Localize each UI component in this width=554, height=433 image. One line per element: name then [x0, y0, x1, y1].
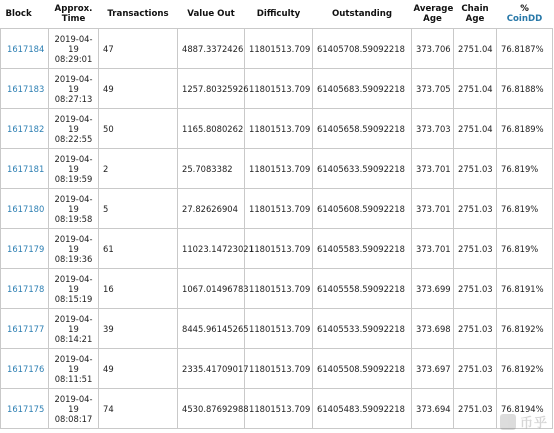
cell-average-age: 373.706 [412, 29, 454, 69]
time-date: 2019-04- [54, 233, 93, 244]
table-row [1, 29, 553, 69]
cell-coindd: 76.8191% [497, 269, 553, 309]
cell-outstanding: 61405583.59092218 [313, 229, 412, 269]
cell-average-age: 373.697 [412, 349, 454, 389]
cell-time [49, 389, 99, 429]
time-date: 2019-04- [54, 193, 93, 204]
cell-difficulty: 11801513.709 [245, 149, 313, 189]
cell-value-out: 1257.80325926 [178, 69, 245, 109]
cell-value-out: 8445.96145265 [178, 309, 245, 349]
cell-value-out: 11023.14723021 [178, 229, 245, 269]
cell-transactions: 50 [99, 109, 178, 149]
cell-outstanding: 61405658.59092218 [313, 109, 412, 149]
cell-value-out: 1067.01496783 [178, 269, 245, 309]
watermark-text: 币乎 [519, 416, 548, 431]
header-coindd-link[interactable]: CoinDD [506, 14, 543, 24]
cell-average-age: 373.705 [412, 69, 454, 109]
time-clock: 08:22:55 [54, 133, 93, 144]
table-row [1, 349, 553, 389]
cell-time [49, 109, 99, 149]
header-difficulty-label: Difficulty [256, 9, 301, 19]
cell-transactions: 74 [99, 389, 178, 429]
cell-transactions: 47 [99, 29, 178, 69]
cell-value-out: 25.7083382 [178, 149, 245, 189]
time-date: 2019-04- [54, 273, 93, 284]
cell-value-out: 2335.41709017 [178, 349, 245, 389]
cell-chain-age: 2751.03 [454, 269, 497, 309]
time-clock: 08:19:58 [54, 213, 93, 224]
cell-block [1, 189, 49, 229]
header-approx-time-line1: Approx. [54, 4, 93, 14]
cell-coindd: 76.819% [497, 229, 553, 269]
cell-transactions: 5 [99, 189, 178, 229]
header-block[interactable] [1, 0, 49, 29]
cell-value-out: 4530.87692988 [178, 389, 245, 429]
cell-coindd: 76.8192% [497, 349, 553, 389]
cell-block [1, 149, 49, 189]
cell-transactions: 49 [99, 69, 178, 109]
block-link[interactable]: 1617182 [7, 123, 45, 134]
header-approx-time-line2: Time [61, 14, 86, 24]
cell-coindd: 76.8192% [497, 309, 553, 349]
time-day: 19 [68, 123, 79, 134]
cell-average-age: 373.694 [412, 389, 454, 429]
cell-outstanding: 61405508.59092218 [313, 349, 412, 389]
time-day: 19 [68, 323, 79, 334]
time-day: 19 [68, 283, 79, 294]
cell-difficulty: 11801513.709 [245, 29, 313, 69]
cell-chain-age: 2751.03 [454, 229, 497, 269]
cell-time [49, 189, 99, 229]
cell-average-age: 373.703 [412, 109, 454, 149]
cell-time [49, 149, 99, 189]
cell-block [1, 309, 49, 349]
header-average-age-line1: Average [413, 4, 454, 14]
cell-chain-age: 2751.03 [454, 189, 497, 229]
header-transactions[interactable] [99, 0, 178, 29]
time-date: 2019-04- [54, 113, 93, 124]
cell-average-age: 373.701 [412, 149, 454, 189]
cell-time [49, 309, 99, 349]
cell-transactions: 49 [99, 349, 178, 389]
time-clock: 08:11:51 [54, 373, 93, 384]
cell-coindd: 76.819% [497, 189, 553, 229]
header-chain-age-line2: Age [465, 14, 485, 24]
cell-block [1, 69, 49, 109]
cell-difficulty: 11801513.709 [245, 189, 313, 229]
header-outstanding-label: Outstanding [331, 9, 393, 19]
table-row [1, 269, 553, 309]
header-approx-time[interactable] [49, 0, 99, 29]
time-clock: 08:19:36 [54, 253, 93, 264]
cell-difficulty: 11801513.709 [245, 389, 313, 429]
table-row [1, 69, 553, 109]
cell-value-out: 27.82626904 [178, 189, 245, 229]
time-date: 2019-04- [54, 393, 93, 404]
time-clock: 08:19:59 [54, 173, 93, 184]
cell-value-out: 4887.3372426 [178, 29, 245, 69]
cell-chain-age: 2751.03 [454, 389, 497, 429]
time-date: 2019-04- [54, 33, 93, 44]
header-difficulty[interactable] [245, 0, 313, 29]
table-row [1, 229, 553, 269]
time-date: 2019-04- [54, 353, 93, 364]
cell-outstanding: 61405608.59092218 [313, 189, 412, 229]
cell-outstanding: 61405558.59092218 [313, 269, 412, 309]
cell-value-out: 1165.8080262 [178, 109, 245, 149]
block-link[interactable]: 1617179 [7, 243, 45, 254]
cell-time [49, 269, 99, 309]
table-header-row [1, 0, 553, 29]
cell-average-age: 373.701 [412, 229, 454, 269]
cell-difficulty: 11801513.709 [245, 229, 313, 269]
block-link[interactable]: 1617180 [7, 203, 45, 214]
block-link[interactable]: 1617183 [7, 83, 45, 94]
cell-transactions: 39 [99, 309, 178, 349]
header-chain-age-line1: Chain [461, 4, 489, 14]
block-link[interactable]: 1617184 [7, 43, 45, 54]
header-coindd[interactable] [497, 0, 553, 29]
time-clock: 08:08:17 [54, 413, 93, 424]
time-clock: 08:14:21 [54, 333, 93, 344]
table-row [1, 109, 553, 149]
cell-transactions: 16 [99, 269, 178, 309]
cell-transactions: 61 [99, 229, 178, 269]
header-average-age[interactable] [412, 0, 454, 29]
header-average-age-line2: Age [423, 14, 442, 24]
time-date: 2019-04- [54, 153, 93, 164]
cell-outstanding: 61405683.59092218 [313, 69, 412, 109]
header-block-label: Block [5, 9, 32, 19]
cell-difficulty: 11801513.709 [245, 349, 313, 389]
time-day: 19 [68, 243, 79, 254]
cell-outstanding: 61405633.59092218 [313, 149, 412, 189]
table-row [1, 149, 553, 189]
cell-block [1, 389, 49, 429]
cell-difficulty: 11801513.709 [245, 309, 313, 349]
cell-chain-age: 2751.04 [454, 69, 497, 109]
cell-difficulty: 11801513.709 [245, 109, 313, 149]
block-link[interactable]: 1617177 [7, 323, 45, 334]
cell-chain-age: 2751.03 [454, 149, 497, 189]
cell-block [1, 109, 49, 149]
cell-coindd: 76.8188% [497, 69, 553, 109]
block-link[interactable]: 1617181 [7, 163, 45, 174]
cell-outstanding: 61405533.59092218 [313, 309, 412, 349]
time-day: 19 [68, 163, 79, 174]
header-transactions-label: Transactions [107, 9, 169, 19]
header-value-out-label: Value Out [187, 9, 235, 19]
cell-difficulty: 11801513.709 [245, 269, 313, 309]
time-date: 2019-04- [54, 313, 93, 324]
cell-chain-age: 2751.03 [454, 309, 497, 349]
time-date: 2019-04- [54, 73, 93, 84]
block-link[interactable]: 1617178 [7, 283, 45, 294]
header-coindd-line1: % [520, 4, 529, 14]
table-row [1, 389, 553, 429]
cell-block [1, 269, 49, 309]
cell-outstanding: 61405708.59092218 [313, 29, 412, 69]
block-link[interactable]: 1617175 [7, 403, 45, 414]
time-day: 19 [68, 203, 79, 214]
time-day: 19 [68, 83, 79, 94]
cell-outstanding: 61405483.59092218 [313, 389, 412, 429]
cell-difficulty: 11801513.709 [245, 69, 313, 109]
cell-time [49, 29, 99, 69]
time-clock: 08:27:13 [54, 93, 93, 104]
cell-coindd: 76.8189% [497, 109, 553, 149]
cell-chain-age: 2751.04 [454, 109, 497, 149]
block-link[interactable]: 1617176 [7, 363, 45, 374]
cell-coindd: 76.8194% [497, 389, 553, 429]
header-outstanding[interactable] [313, 0, 412, 29]
time-day: 19 [68, 363, 79, 374]
time-day: 19 [68, 43, 79, 54]
cell-chain-age: 2751.03 [454, 349, 497, 389]
cell-average-age: 373.699 [412, 269, 454, 309]
cell-block [1, 349, 49, 389]
header-value-out[interactable] [178, 0, 245, 29]
cell-coindd: 76.819% [497, 149, 553, 189]
cell-chain-age: 2751.04 [454, 29, 497, 69]
time-day: 19 [68, 403, 79, 414]
cell-transactions: 2 [99, 149, 178, 189]
table-row [1, 309, 553, 349]
header-chain-age[interactable] [454, 0, 497, 29]
cell-block [1, 29, 49, 69]
cell-time [49, 69, 99, 109]
table-row [1, 189, 553, 229]
cell-block [1, 229, 49, 269]
cell-time [49, 349, 99, 389]
cell-average-age: 373.698 [412, 309, 454, 349]
time-clock: 08:15:19 [54, 293, 93, 304]
cell-coindd: 76.8187% [497, 29, 553, 69]
time-clock: 08:29:01 [54, 53, 93, 64]
table-body [1, 29, 553, 429]
cell-time [49, 229, 99, 269]
cell-average-age: 373.701 [412, 189, 454, 229]
